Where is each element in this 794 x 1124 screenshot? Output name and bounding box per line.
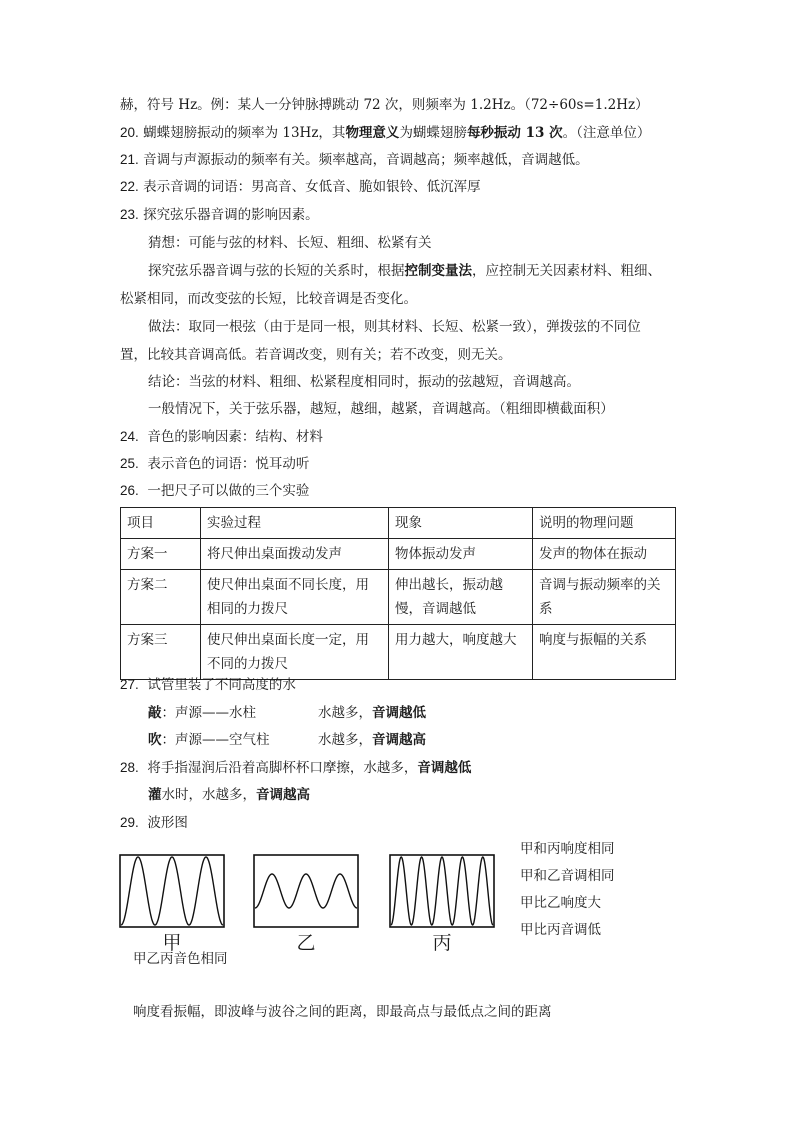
waveform-label: 丙 bbox=[432, 932, 452, 954]
text: 探究弦乐器音调与弦的长短的关系时，根据 bbox=[148, 263, 405, 279]
waveform-frame bbox=[254, 855, 358, 927]
text: 探究弦乐器音调的影响因素。 bbox=[143, 207, 319, 223]
item-number: 22. bbox=[120, 179, 139, 194]
item-25 bbox=[120, 455, 309, 473]
text: 水时，水越多， bbox=[161, 787, 256, 803]
text: 音调与声源振动的频率有关。频率越高，音调越高；频率越低，音调越低。 bbox=[143, 152, 589, 168]
item-23-p1-cont: 松紧相同，而改变弦的长短，比较音调是否变化。 bbox=[120, 291, 417, 307]
text: 水越多， bbox=[318, 732, 372, 748]
item-number: 21. bbox=[120, 152, 139, 167]
bold-term: 物理意义 bbox=[345, 125, 400, 141]
table-row bbox=[121, 570, 676, 625]
bold-term: 控制变量法 bbox=[404, 263, 472, 279]
item-23-title bbox=[120, 206, 319, 224]
text: 表示音色的词语：悦耳动听 bbox=[147, 456, 310, 472]
waveform-curve bbox=[121, 857, 223, 925]
bold-term: 音调越低 bbox=[372, 705, 426, 721]
table-header-row bbox=[121, 508, 676, 539]
text: 音色的影响因素：结构、材料 bbox=[147, 429, 323, 445]
text: 试管里装了不同高度的水 bbox=[147, 677, 296, 693]
text: 将手指湿润后沿着高脚杯杯口摩擦，水越多， bbox=[147, 760, 418, 776]
experiment-table bbox=[120, 507, 676, 680]
bold-term: 音调越低 bbox=[417, 760, 472, 776]
text: 一把尺子可以做的三个实验 bbox=[147, 483, 310, 499]
text: ，应控制无关因素材料、粗细、 bbox=[472, 263, 661, 279]
waveform-label: 甲 bbox=[162, 932, 182, 954]
item-23-p1 bbox=[148, 262, 661, 280]
item-22 bbox=[120, 178, 481, 196]
waveform-jia bbox=[119, 854, 225, 928]
item-23-p2-cont: 置，比较其音调高低。若音调改变，则有关；若不改变，则无关。 bbox=[120, 347, 512, 363]
waveform-note: 甲和乙音调相同 bbox=[520, 868, 615, 884]
bold-term: 每秒振动 13 次 bbox=[466, 125, 563, 141]
text: ：声源——空气柱 bbox=[161, 732, 270, 748]
waveform-curve bbox=[255, 874, 357, 908]
item-28-cont bbox=[148, 786, 310, 804]
item-number: 27. bbox=[120, 677, 139, 692]
table-cell: 方案一 bbox=[121, 539, 201, 570]
header-cell: 说明的物理问题 bbox=[533, 508, 676, 539]
item-23-conclusion: 结论：当弦的材料、粗细、松紧程度相同时，振动的弦越短，音调越高。 bbox=[148, 374, 580, 390]
bold-term: 音调越高 bbox=[372, 732, 426, 748]
item-27-title bbox=[120, 676, 296, 694]
waveform-curve bbox=[391, 857, 493, 925]
waveform-note: 甲比丙音调低 bbox=[520, 922, 601, 938]
item-26-title bbox=[120, 482, 309, 500]
item-number: 28. bbox=[120, 760, 139, 775]
item-21 bbox=[120, 151, 589, 169]
table-cell: 发声的物体在振动 bbox=[533, 539, 676, 570]
table-cell: 响度与振幅的关系 bbox=[533, 625, 676, 680]
item-23-guess: 猜想：可能与弦的材料、长短、粗细、松紧有关 bbox=[148, 235, 432, 251]
item-27-chui-result bbox=[318, 731, 426, 749]
waveform-note: 甲比乙响度大 bbox=[520, 895, 601, 911]
header-cell: 现象 bbox=[389, 508, 533, 539]
table-cell: 伸出越长，振动越慢，音调越低 bbox=[389, 570, 533, 625]
text: 。（注意单位） bbox=[562, 125, 651, 141]
text: 波形图 bbox=[147, 815, 188, 831]
item-number: 29. bbox=[120, 815, 139, 830]
bold-term: 敲 bbox=[148, 705, 162, 721]
text: 水越多， bbox=[318, 705, 372, 721]
waveform-bing bbox=[389, 854, 495, 928]
table-cell: 方案二 bbox=[121, 570, 201, 625]
waveform-yi bbox=[253, 854, 359, 928]
item-number: 26. bbox=[120, 483, 139, 498]
item-27-qiao-result bbox=[318, 704, 426, 722]
text: ：声源——水柱 bbox=[161, 705, 256, 721]
waveform-label: 乙 bbox=[296, 932, 316, 954]
same-timbre-note: 甲乙丙音色相同 bbox=[133, 951, 228, 967]
item-27-chui bbox=[148, 731, 270, 749]
item-29-title bbox=[120, 814, 188, 832]
table-row bbox=[121, 539, 676, 570]
bold-term: 吹 bbox=[148, 732, 162, 748]
text-line-hz: 赫，符号 Hz。例：某人一分钟脉搏跳动 72 次，则频率为 1.2Hz。（72÷60s=1.2Hz） bbox=[120, 97, 649, 113]
item-number: 20. bbox=[120, 125, 139, 140]
item-20 bbox=[120, 124, 650, 142]
table-cell: 将尺伸出桌面拨动发声 bbox=[201, 539, 389, 570]
table-cell: 物体振动发声 bbox=[389, 539, 533, 570]
table-cell: 方案三 bbox=[121, 625, 201, 680]
item-23-p2: 做法：取同一根弦（由于是同一根，则其材料、长短、松紧一致），弹拨弦的不同位 bbox=[148, 319, 641, 335]
bold-term: 灌 bbox=[148, 787, 162, 803]
item-23-general: 一般情况下，关于弦乐器，越短，越细，越紧，音调越高。（粗细即横截面积） bbox=[148, 401, 614, 417]
table-cell: 用力越大，响度越大 bbox=[389, 625, 533, 680]
waveform-note: 甲和丙响度相同 bbox=[520, 841, 615, 857]
text: 蝴蝶翅膀振动的频率为 13Hz，其 bbox=[143, 125, 346, 141]
waveform-frame bbox=[120, 855, 224, 927]
table-cell: 使尺伸出桌面长度一定，用不同的力拨尺 bbox=[201, 625, 389, 680]
table-cell: 使尺伸出桌面不同长度，用相同的力拨尺 bbox=[201, 570, 389, 625]
text: 为蝴蝶翅膀 bbox=[399, 125, 467, 141]
item-number: 25. bbox=[120, 456, 139, 471]
loudness-note: 响度看振幅，即波峰与波谷之间的距离，即最高点与最低点之间的距离 bbox=[133, 1004, 552, 1020]
text: 表示音调的词语：男高音、女低音、脆如银铃、低沉浑厚 bbox=[143, 179, 481, 195]
table-cell: 音调与振动频率的关系 bbox=[533, 570, 676, 625]
item-number: 24. bbox=[120, 429, 139, 444]
item-24 bbox=[120, 428, 323, 446]
item-number: 23. bbox=[120, 207, 139, 222]
header-cell: 实验过程 bbox=[201, 508, 389, 539]
header-cell: 项目 bbox=[121, 508, 201, 539]
bold-term: 音调越高 bbox=[256, 787, 310, 803]
item-28 bbox=[120, 759, 471, 777]
table-row bbox=[121, 625, 676, 680]
item-27-qiao bbox=[148, 704, 256, 722]
